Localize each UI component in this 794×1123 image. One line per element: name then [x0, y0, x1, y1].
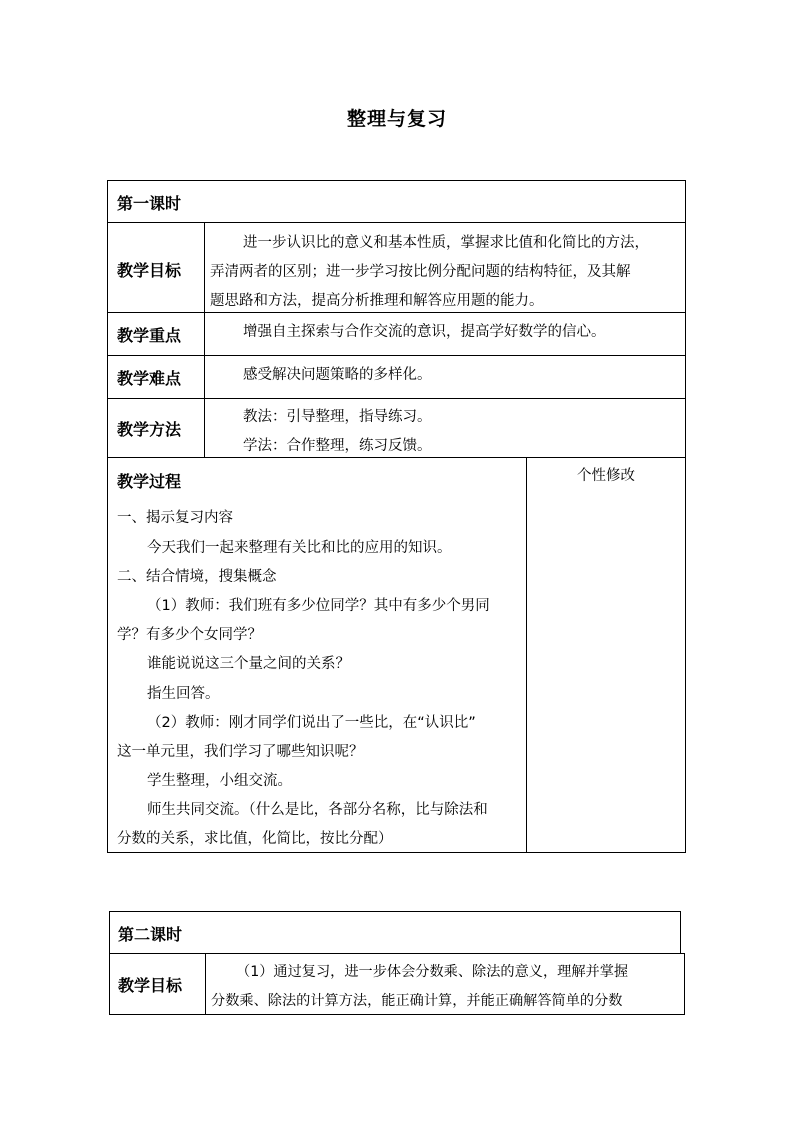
objectives-line: 弄清两者的区别；进一步学习按比例分配问题的结构特征，及其解 [210, 264, 631, 280]
process-line: 学？有多少个女同学？ [117, 627, 262, 643]
table-rule [107, 222, 686, 223]
process-line: 谁能说说这三个量之间的关系？ [147, 656, 350, 672]
page-title: 整理与复习 [346, 108, 447, 130]
key-points-text: 增强自主探索与合作交流的意识，提高学好数学的信心。 [243, 324, 606, 340]
difficulties-text: 感受解决问题策略的多样化。 [243, 367, 432, 383]
difficulties-label: 教学难点 [117, 369, 182, 388]
objectives-line: 进一步认识比的意义和基本性质，掌握求比值和化简比的方法， [243, 235, 649, 251]
key-points-label: 教学重点 [117, 326, 182, 345]
table-rule [205, 953, 206, 1015]
table-rule [109, 911, 681, 912]
methods-line: 教法：引导整理，指导练习。 [243, 409, 432, 425]
lesson2-objectives-line: 分数乘、除法的计算方法，能正确计算，并能正确解答简单的分数 [211, 993, 623, 1009]
process-line: 这一单元里，我们学习了哪些知识呢？ [117, 744, 364, 760]
process-label: 教学过程 [117, 472, 182, 491]
table-rule [526, 457, 527, 853]
methods-label: 教学方法 [117, 420, 182, 439]
side-note-label: 个性修改 [577, 468, 635, 484]
process-line: 学生整理，小组交流。 [147, 773, 292, 789]
process-line: 今天我们一起来整理有关比和比的应用的知识。 [147, 540, 452, 556]
process-line: 师生共同交流。（什么是比，各部分名称，比与除法和 [147, 802, 488, 818]
lesson2-objectives-label: 教学目标 [118, 976, 183, 995]
table-rule [109, 953, 684, 954]
methods-line: 学法：合作整理，练习反馈。 [243, 438, 432, 454]
lesson2-objectives-line: （1）通过复习，进一步体会分数乘、除法的意义，理解并掌握 [236, 964, 629, 980]
objectives-label: 教学目标 [117, 261, 182, 280]
process-line: （1）教师：我们班有多少位同学？其中有多少个男同 [147, 598, 490, 614]
lesson2-heading: 第二课时 [118, 925, 183, 944]
table-rule [107, 355, 686, 356]
process-line: 一、揭示复习内容 [117, 510, 233, 526]
process-line: 二、结合情境，搜集概念 [117, 569, 277, 585]
process-line: 指生回答。 [147, 686, 220, 702]
objectives-line: 题思路和方法，提高分析推理和解答应用题的能力。 [210, 293, 544, 309]
lesson1-heading: 第一课时 [117, 194, 182, 213]
table-rule [109, 911, 110, 1015]
table-rule [684, 953, 685, 1015]
table-rule [680, 911, 681, 954]
process-line: （2）教师：刚才同学们说出了一些比，在“认识比” [147, 715, 476, 731]
table-rule [204, 222, 205, 458]
process-line: 分数的关系，求比值，化简比，按比分配） [117, 831, 393, 847]
table-rule [107, 398, 686, 399]
